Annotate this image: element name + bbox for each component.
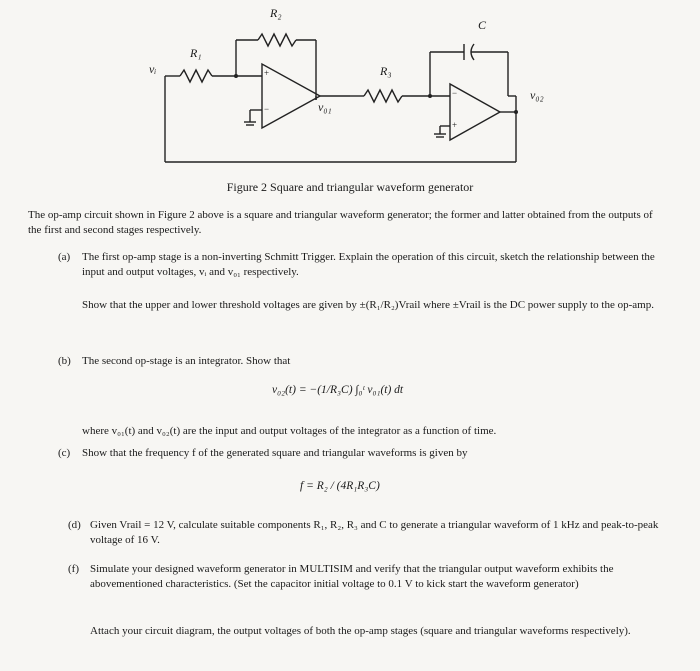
r1-resistor [180, 70, 212, 82]
part-b-where: where v₀₁(t) and v₀₂(t) are the input and output voltages of the integrator as a function of time. [82, 425, 497, 437]
part-a-marker: (a) [58, 251, 71, 263]
part-f-text: Simulate your designed waveform generator in MULTISIM and verify that the triangular output waveform exhibits the abovementioned characteristics. (Set the capacitor initial voltage to 0.1 V to kick start the waveform generator) [90, 563, 614, 590]
r2-label: R₂ [270, 6, 282, 20]
part-d-text: Given Vrail = 12 V, calculate suitable components R₁, R₂, R₃ and C to generate a triangular waveform of 1 kHz and peak-to-peak voltage of 16 V. [90, 519, 659, 546]
op-amp-1 [262, 64, 320, 128]
part-f-marker: (f) [68, 563, 79, 575]
part-b-marker: (b) [58, 355, 71, 367]
vo1-label: v₀₁ [318, 100, 332, 114]
vo2-label: v₀₂ [530, 88, 544, 102]
part-c-text: Show that the frequency f of the generated square and triangular waveforms is given by [82, 447, 468, 459]
circuit-diagram [0, 0, 700, 170]
part-a-text: The first op-amp stage is a non-inverting Schmitt Trigger. Explain the operation of this circuit, sketch the relationship between the input and output voltages, vᵢ and v₀₁ respectively. [82, 251, 655, 278]
opamp1-plus: + [264, 68, 270, 78]
part-f-attach: Attach your circuit diagram, the output voltages of both the op-amp stages (square and triangular waveforms respectively). [90, 625, 631, 637]
integrator-formula: v₀₂(t) = −(1/R₃C) ∫₀ᵗ v₀₁(t) dt [272, 384, 404, 396]
r2-resistor [258, 34, 296, 46]
r1-label: R₁ [190, 46, 202, 60]
part-d-marker: (d) [68, 519, 81, 531]
op-amp-2 [450, 84, 500, 140]
opamp1-minus: − [264, 104, 270, 114]
opamp2-minus: − [452, 88, 458, 98]
part-b-text: The second op-stage is an integrator. Show that [82, 355, 291, 367]
opamp2-plus: + [452, 120, 458, 130]
part-c-marker: (c) [58, 447, 71, 459]
vi-label: vᵢ [149, 62, 157, 76]
figure-caption: Figure 2 Square and triangular waveform generator [226, 180, 474, 194]
frequency-formula: f = R₂ / (4R₁R₃C) [300, 480, 380, 492]
part-a-show: Show that the upper and lower threshold voltages are given by ±(R₁/R₂)Vrail where ±Vrail is the DC power supply to the op-amp. [82, 299, 654, 311]
intro-paragraph: The op-amp circuit shown in Figure 2 above is a square and triangular waveform generator; the former and latter obtained from the outputs of the first and second stages respectively. [28, 209, 653, 236]
r3-resistor [364, 90, 402, 102]
r3-label: R₃ [380, 64, 392, 78]
c-label: C [478, 18, 487, 32]
